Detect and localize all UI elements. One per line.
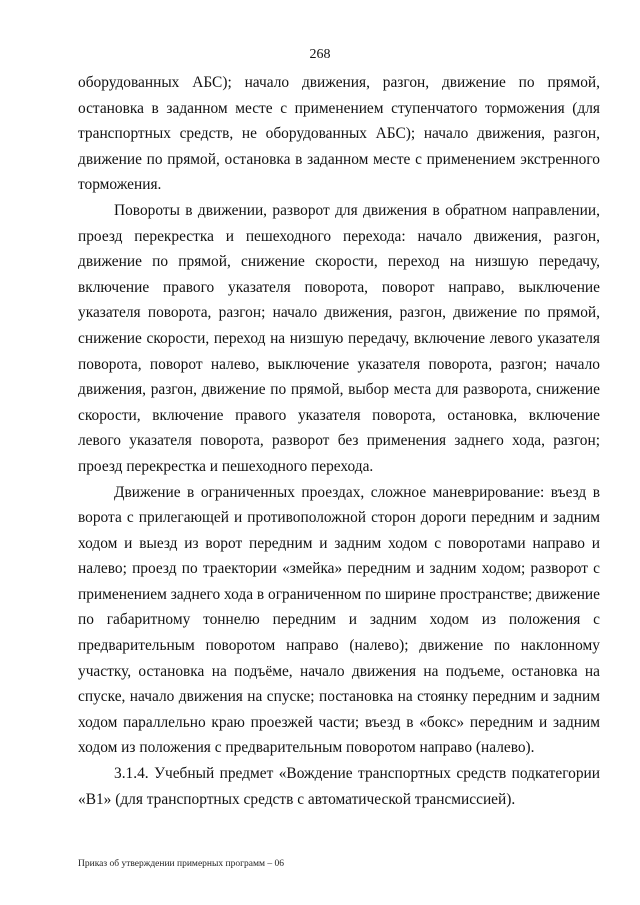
document-body [78, 70, 600, 812]
paragraph-braking-continued: оборудованных АБС); начало движения, разгон, движение по прямой, остановка в заданном месте с применением ступенчатого торможения (для транспортных средств, не оборудованных АБС); начало движения, разгон, движение по прямой, остановка в заданном месте с применением экстренного торможения. [78, 74, 600, 194]
page-number: 268 [309, 47, 331, 62]
document-footer: Приказ об утверждении примерных программ – 06 [78, 859, 284, 869]
paragraph-turns-and-u-turn: Повороты в движении, разворот для движения в обратном направлении, проезд перекрестка и пешеходного перехода: начало движения, разгон, движение по прямой, снижение скорости, переход на низшую передачу, включение правого указателя поворота, поворот направо, выключение указателя поворота, разгон; начало движения, разгон, движение по прямой, снижение скорости, переход на низшую передачу, включение левого указателя поворота, поворот налево, выключение указателя поворота, разгон; начало движения, разгон, движение по прямой, выбор места для разворота, снижение скорости, включение правого указателя поворота, остановка, включение левого указателя поворота, разворот без применения заднего хода, разгон; проезд перекрестка и пешеходного перехода. [78, 201, 600, 475]
section-heading-3-1-4: 3.1.4. Учебный предмет «Вождение транспортных средств подкатегории «B1» (для транспортных средств с автоматической трансмиссией). [78, 765, 600, 808]
paragraph-restricted-passages: Движение в ограниченных проездах, сложное маневрирование: въезд в ворота с прилегающей и противоположной сторон дороги передним и задним ходом и выезд из ворот передним и задним ходом с поворотами направо и налево; проезд по траектории «змейка» передним и задним ходом; разворот с применением заднего хода в ограниченном по ширине пространстве; движение по габаритному тоннелю передним и задним ходом из положения с предварительным поворотом направо (налево); движение по наклонному участку, остановка на подъёме, начало движения на подъеме, остановка на спуске, начало движения на спуске; постановка на стоянку передним и задним ходом параллельно краю проезжей части; въезд в «бокс» передним и задним ходом из положения с предварительным поворотом направо (налево). [78, 483, 600, 757]
